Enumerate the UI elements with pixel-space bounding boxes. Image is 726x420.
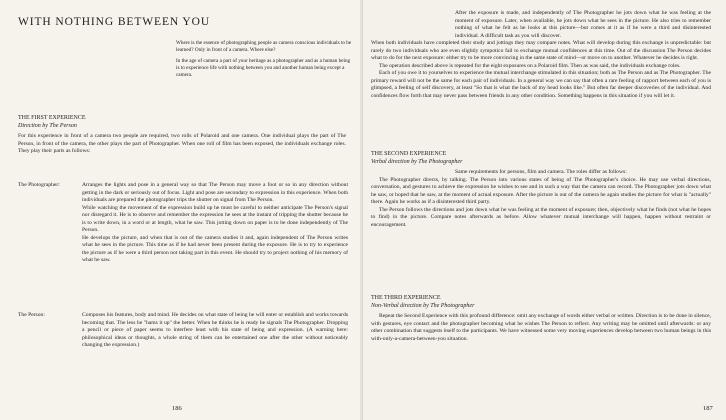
body-paragraph: Each of you owe it to yourselves to experience the mutual interchange stimulated in this situation; both as The Person and as The Photographer. The primary reward will not be the same for each pair of individuals. In a general way we can say that often a rare feeling of rapport between each of you is glimpsed, a feeling of self discovery, at least "So that is what the back of my head looks like." But often far deeper discoveries of the individual. And confidences flow forth that may never pass between friends in any other condition. Something happens in this situation if you will let it. xyxy=(371,70,711,99)
second-experience-section xyxy=(371,150,711,229)
role-text xyxy=(82,312,348,350)
body-paragraph: The Photographer directs, by talking. The Person into various states of being of The Photographer's choice. He may use verbal directions, conversation, and gestures to achieve the expression he wishes to see and in such a way that the camera can record. The Photographer jots down what he saw, or hoped that he saw, at the moment of actual exposure. After the picture is out of the camera he again studies the picture for what is "actually" there. Again he works as if a disinterested third party. xyxy=(371,176,711,205)
page-number: 187 xyxy=(703,405,713,412)
role-label: The Photographer: xyxy=(18,182,60,188)
role-paragraph: Composes his features, body and mind. He decides on what state of being he will enter or establish and works towards becoming that. The less he "hams it up" the better. When he thinks he is ready he signals The Photographer. Dropping a pencil or piece of paper seems to interfere least with his state of being and expression. (A warning here: philosophical ideas or thoughts, a whole string of them can be entertained one after the other without noticeably changing the expression.) xyxy=(82,312,348,348)
right-page xyxy=(363,0,726,420)
body-paragraph: When both individuals have completed their study and jottings they may compare notes. What will develop during this exchange is unpredictable: but rarely do two individuals who are even slightly sympotico fail to exchange mutual confidences at this time. Out of the discussion The Person decides what to do for the next exposure: either try to be more convincing in the same state of mind—or move on to another. Whatever he decides is right. xyxy=(371,40,711,61)
page-number: 186 xyxy=(172,405,182,412)
section-body xyxy=(371,169,711,229)
section-subheading: Non-Verbal direction by The Photographer xyxy=(371,303,475,309)
chapter-title: WITH NOTHING BETWEEN YOU xyxy=(18,16,211,28)
body-paragraph: After the exposure is made, and independently of The Photographer he jots down what he was feeling at the moment of exposure. Later, when available, he jots down what he sees in the picture. He also tries to remember nothing of what he felt as he looks at this picture—but comes at it as if he were a third and disinterested individual. A difficult task as you will discover. xyxy=(455,10,711,39)
continued-text xyxy=(371,10,711,100)
role-paragraph: Arranges the lights and pose in a general way so that The Person may move a foot or so in any direction without getting in the dark or seriously out of focus. Light and pose are secondary to expression in this experience. When both individuals are prepared the photographer trips the shutter on signal from The Person. xyxy=(82,182,348,203)
photographer-role xyxy=(18,182,348,265)
body-paragraph: The Person follows the directions and jots down what he was feeling at the moment of exposure; then, objectively what he finds (not what he hopes to find) in the picture. Compare notes afterwards as before. Allow whatever mutual interchange will happen, happen without restraint or encouragement. xyxy=(371,206,711,228)
section-heading: THE FIRST EXPERIENCE xyxy=(18,115,86,121)
role-label: The Person: xyxy=(18,312,45,318)
role-paragraph: While watching the movement of the expression build up he must be careful to neither anticipate The Person's signal nor disregard it. He is to observe and remember the expression he sees at the instant of tripping the shutter because he is to write down, in a word or at length, what he saw. This jotting down on paper is to be done independently of The Person. xyxy=(82,204,348,233)
section-heading: THE THIRD EXPERIENCE xyxy=(371,295,441,301)
person-role xyxy=(18,312,348,350)
body-paragraph: Same requirements for persons, film and camera. The roles differ as follows: xyxy=(455,169,627,175)
body-paragraph: Repeat the Second Experience with this profound difference: omit any exchange of words either verbal or written. Direction is to be done in silence, with gestures, eye contact and the photographer becoming what he wishes The Person to reflect. Any writing may be omitted until afterwards: or any other combination that suggests itself to the participants. We have witnessed some very moving experiences develop between two human beings in this with-only-a-camera-between-you situation. xyxy=(371,313,711,342)
role-text xyxy=(82,182,348,265)
epigraph xyxy=(176,40,352,83)
section-subheading: Verbal direction by The Photographer xyxy=(371,159,463,165)
first-experience-section xyxy=(18,114,346,156)
third-experience-section xyxy=(371,294,711,343)
epigraph-paragraph: Where is the essence of photographing people as camera conscious individuals to be learned? Only in front of a camera. Where else? xyxy=(176,40,352,54)
role-paragraph: He develops the picture, and when that is out of the camera studies it and, again independent of The Person writes what he sees in the picture. This time as if he had never been present during the exposure. He is to try to experience the picture as if he were a third person not taking part in this event. He should try to project nothing of his memory of what he saw. xyxy=(82,234,348,263)
section-subheading: Direction by The Person xyxy=(18,123,77,129)
section-body xyxy=(371,313,711,343)
body-paragraph: The operation described above is repeated for the eight exposures on a Polaroid film. Then as was said, the individuals exchange roles. xyxy=(379,62,681,69)
epigraph-paragraph: In the age of camera a part of your heritage as a photographer and as a human being is to experience life with nothing between you and another human being except a camera. xyxy=(176,57,351,79)
section-intro: For this experience in front of a camera two people are required, two rolls of Polaroid and one camera. One individual plays the part of The Person, in front of the camera, the other plays the part of Photographer. When one roll of film has been exposed, the individuals exchange roles. They play their parts as follows: xyxy=(18,133,346,154)
section-heading: THE SECOND EXPERIENCE xyxy=(371,151,447,157)
